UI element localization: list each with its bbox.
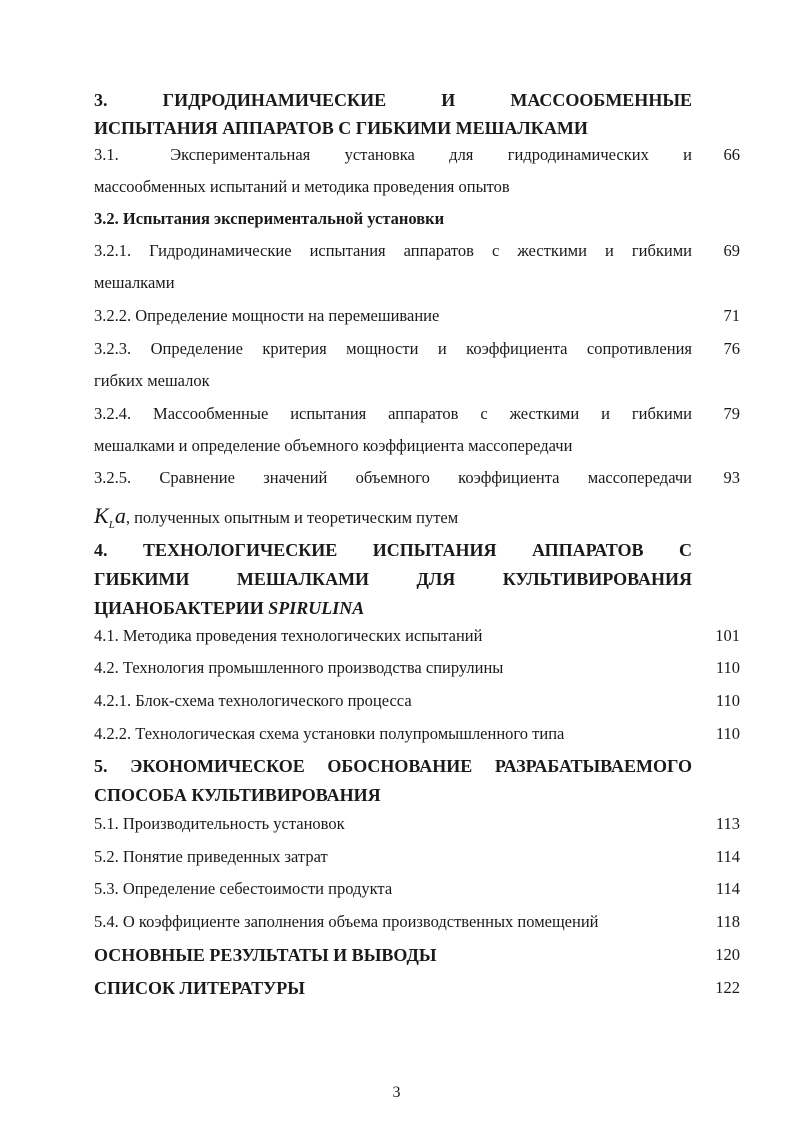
toc-5-4-title: 5.4. О коэффициенте заполнения объема производственных помещений <box>94 912 599 931</box>
toc-results-title: ОСНОВНЫЕ РЕЗУЛЬТАТЫ И ВЫВОДЫ <box>94 945 437 965</box>
toc-3-2-3-line1: 3.2.3. Определение критерия мощности и коэффициента сопротивления <box>94 339 692 358</box>
toc-3-1-line2: массообменных испытаний и методика проведения опытов <box>94 177 510 196</box>
toc-3-2-5-line2-text: , полученных опытным и теоретическим путем <box>125 508 459 527</box>
toc-3-2-2-page: 71 <box>723 306 740 325</box>
toc-3-2-title: 3.2. Испытания экспериментальной установки <box>94 209 445 228</box>
toc-3-2-5-line1: 3.2.5. Сравнение значений объемного коэффициента массопередачи <box>94 468 692 487</box>
toc-4-2-title: 4.2. Технология промышленного производства спирулины <box>94 658 504 677</box>
section-4-heading-spirulina: SPIRULINA <box>268 598 365 618</box>
toc-4-1-title: 4.1. Методика проведения технологических испытаний <box>94 626 483 645</box>
section-4-heading-line3-text: ЦИАНОБАКТЕРИИ <box>94 598 269 618</box>
toc-4-2-1-page: 110 <box>715 691 740 710</box>
section-3-heading-line1: 3. ГИДРОДИНАМИЧЕСКИЕ И МАССООБМЕННЫЕ <box>94 90 692 110</box>
toc-5-3-title: 5.3. Определение себестоимости продукта <box>94 879 393 898</box>
toc-5-4-page: 118 <box>715 912 740 931</box>
toc-3-2-1-line2: мешалками <box>94 273 175 292</box>
toc-4-2-page: 110 <box>715 658 740 677</box>
toc-3-2-3-line2: гибких мешалок <box>94 371 210 390</box>
section-4-heading-line1: 4. ТЕХНОЛОГИЧЕСКИЕ ИСПЫТАНИЯ АППАРАТОВ С <box>94 540 692 560</box>
toc-5-2-title: 5.2. Понятие приведенных затрат <box>94 847 328 866</box>
toc-3-1-line1: 3.1. Экспериментальная установка для гидродинамических и <box>94 145 692 164</box>
toc-3-2-1-page: 69 <box>723 241 740 260</box>
toc-3-2-1-line1: 3.2.1. Гидродинамические испытания аппаратов с жесткими и гибкими <box>94 241 692 260</box>
toc-3-2-5-page: 93 <box>723 468 740 487</box>
section-5-heading-line2: СПОСОБА КУЛЬТИВИРОВАНИЯ <box>94 785 381 805</box>
page-number: 3 <box>392 1084 401 1101</box>
formula-subscript-l: L <box>108 519 115 531</box>
toc-4-1-page: 101 <box>715 626 740 645</box>
section-4-heading-line3 <box>94 594 692 623</box>
toc-5-1-title: 5.1. Производительность установок <box>94 814 345 833</box>
section-3-heading-line2: ИСПЫТАНИЯ АППАРАТОВ С ГИБКИМИ МЕШАЛКАМИ <box>94 118 588 138</box>
section-5-heading-line1: 5. ЭКОНОМИЧЕСКОЕ ОБОСНОВАНИЕ РАЗРАБАТЫВАЕМОГО <box>94 756 692 776</box>
toc-3-2-2-title: 3.2.2. Определение мощности на перемешивание <box>94 306 440 325</box>
toc-3-1-page: 66 <box>723 145 740 164</box>
toc-references-title: СПИСОК ЛИТЕРАТУРЫ <box>94 978 305 998</box>
toc-4-2-2-title: 4.2.2. Технологическая схема установки полупромышленного типа <box>94 724 565 743</box>
toc-3-2-3-page: 76 <box>723 339 740 358</box>
toc-4-2-2-page: 110 <box>715 724 740 743</box>
toc-5-1-page: 113 <box>715 814 740 833</box>
section-4-heading-line2: ГИБКИМИ МЕШАЛКАМИ ДЛЯ КУЛЬТИВИРОВАНИЯ <box>94 569 692 589</box>
toc-3-2-4-page: 79 <box>723 404 740 423</box>
toc-references-page: 122 <box>715 978 740 997</box>
toc-5-3-page: 114 <box>715 879 740 898</box>
toc-3-2-5-line2 <box>94 500 692 541</box>
formula-k: K <box>94 503 109 528</box>
toc-5-2-page: 114 <box>715 847 740 866</box>
toc-4-2-1-title: 4.2.1. Блок-схема технологического процесса <box>94 691 412 710</box>
toc-3-2-4-line2: мешалками и определение объемного коэффициента массопередачи <box>94 436 573 455</box>
toc-3-2-4-line1: 3.2.4. Массообменные испытания аппаратов с жесткими и гибкими <box>94 404 692 423</box>
formula-a: a <box>114 503 126 528</box>
toc-results-page: 120 <box>715 945 740 964</box>
